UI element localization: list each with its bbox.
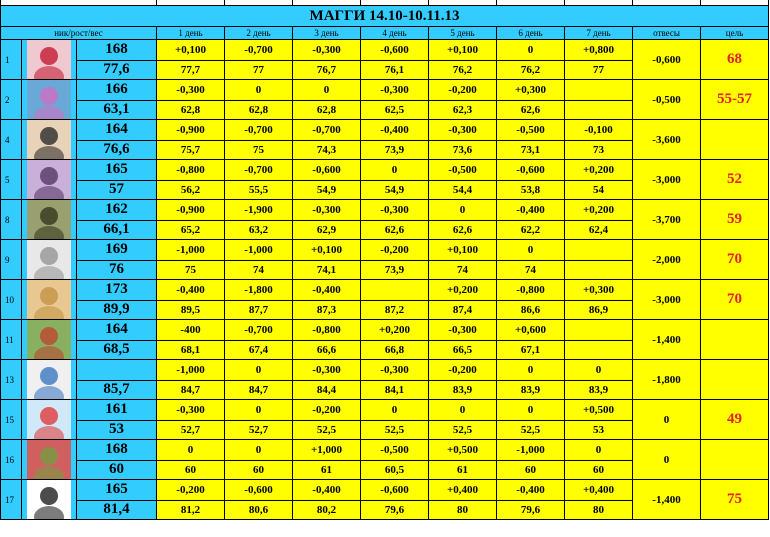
daily-change-cell: +0,800 [565, 40, 633, 61]
goal-cell: 55-57 [701, 80, 769, 120]
daily-weight-cell: 89,5 [157, 300, 225, 320]
start-weight-cell: 57 [77, 180, 157, 200]
daily-change-cell: -1,000 [497, 440, 565, 461]
height-cell: 166 [77, 80, 157, 101]
dark-hair-avatar [22, 160, 77, 200]
height-cell: 164 [77, 320, 157, 341]
daily-change-cell: -0,800 [157, 160, 225, 181]
daily-weight-cell: 60 [225, 460, 293, 480]
participant-row [1, 40, 769, 61]
cherry-avatar [22, 40, 77, 80]
daily-weight-cell: 87,7 [225, 300, 293, 320]
red-hair-avatar [22, 320, 77, 360]
start-weight-cell: 68,5 [77, 340, 157, 360]
daily-weight-cell: 74 [225, 260, 293, 280]
daily-weight-cell: 66,8 [361, 340, 429, 360]
daily-change-cell: 0 [429, 400, 497, 421]
participant-row [1, 320, 769, 341]
daily-weight-cell: 76,2 [497, 60, 565, 80]
daily-change-cell: 0 [497, 400, 565, 421]
daily-weight-cell: 65,2 [157, 220, 225, 240]
daily-weight-cell: 61 [429, 460, 497, 480]
total-loss-cell: -1,400 [633, 480, 701, 520]
dark-photo-avatar-image [27, 200, 71, 239]
row-number: 16 [1, 440, 22, 480]
daily-change-cell: -0,200 [293, 400, 361, 421]
daily-weight-cell: 67,1 [497, 340, 565, 360]
daily-change-cell: 0 [429, 200, 497, 221]
daily-change-cell: -0,100 [565, 120, 633, 141]
snow-avatar-image [27, 400, 71, 439]
header-day-6: 6 день [497, 27, 565, 40]
butterfly-avatar-image [27, 80, 71, 119]
daily-weight-cell: 54 [565, 180, 633, 200]
goal-cell: 68 [701, 40, 769, 80]
daily-weight-cell: 52,7 [225, 420, 293, 440]
daily-change-cell: +0,300 [497, 80, 565, 101]
snow-avatar [22, 400, 77, 440]
goal-cell [701, 440, 769, 480]
daily-weight-cell: 74,1 [293, 260, 361, 280]
daily-change-cell [361, 280, 429, 301]
daily-change-cell [565, 80, 633, 101]
daily-weight-cell: 62,9 [293, 220, 361, 240]
height-cell: 165 [77, 160, 157, 181]
table-title: МАГГИ 14.10-10.11.13 [1, 6, 769, 27]
daily-change-cell: +0,500 [429, 440, 497, 461]
daily-change-cell: -1,000 [157, 240, 225, 261]
daily-weight-cell: 52,5 [429, 420, 497, 440]
daily-change-cell: -0,900 [157, 120, 225, 141]
daily-weight-cell: 81,2 [157, 500, 225, 520]
daily-weight-cell: 54,9 [361, 180, 429, 200]
daily-weight-cell: 52,5 [293, 420, 361, 440]
daily-weight-cell: 87,2 [361, 300, 429, 320]
goal-cell: 49 [701, 400, 769, 440]
daily-change-cell: -0,300 [157, 400, 225, 421]
daily-change-cell: -0,700 [225, 320, 293, 341]
cartoon-avatar [22, 480, 77, 520]
total-loss-cell: -0,500 [633, 80, 701, 120]
daily-change-cell: -0,800 [497, 280, 565, 301]
height-cell: 168 [77, 40, 157, 61]
daily-change-cell: +0,200 [361, 320, 429, 341]
dark-hair-avatar-image [27, 160, 71, 199]
daily-change-cell [565, 320, 633, 341]
participant-row [1, 80, 769, 101]
daily-change-cell: +0,400 [565, 480, 633, 501]
daily-change-cell: +0,400 [429, 480, 497, 501]
participant-row [1, 280, 769, 301]
row-number: 10 [1, 280, 22, 320]
daily-weight-cell: 75,7 [157, 140, 225, 160]
daily-change-cell: 0 [497, 360, 565, 381]
daily-change-cell: -0,600 [293, 160, 361, 181]
daily-weight-cell: 77,7 [157, 60, 225, 80]
daily-weight-cell: 86,6 [497, 300, 565, 320]
daily-change-cell: -0,400 [157, 280, 225, 301]
daily-change-cell: 0 [157, 440, 225, 461]
daily-weight-cell: 76,1 [361, 60, 429, 80]
daily-weight-cell: 66,5 [429, 340, 497, 360]
daily-change-cell: 0 [293, 80, 361, 101]
goal-cell [701, 120, 769, 160]
daily-change-cell: +0,100 [429, 40, 497, 61]
daily-weight-cell: 55,5 [225, 180, 293, 200]
daily-change-cell: +0,600 [497, 320, 565, 341]
daily-change-cell: +0,200 [429, 280, 497, 301]
start-weight-cell: 76,6 [77, 140, 157, 160]
daily-change-cell: 0 [361, 160, 429, 181]
daily-change-cell: -0,400 [497, 480, 565, 501]
goal-cell: 75 [701, 480, 769, 520]
daily-weight-cell: 86,9 [565, 300, 633, 320]
daily-weight-cell: 84,4 [293, 380, 361, 400]
daily-change-cell: -1,900 [225, 200, 293, 221]
daily-weight-cell: 60,5 [361, 460, 429, 480]
daily-change-cell: -0,500 [361, 440, 429, 461]
daily-change-cell: +1,000 [293, 440, 361, 461]
butterfly-avatar [22, 80, 77, 120]
daily-weight-cell: 67,4 [225, 340, 293, 360]
start-weight-cell: 77,6 [77, 60, 157, 80]
daily-weight-cell: 75 [157, 260, 225, 280]
participant-row [1, 440, 769, 461]
daily-change-cell: +0,300 [565, 280, 633, 301]
header-day-2: 2 день [225, 27, 293, 40]
row-number: 11 [1, 320, 22, 360]
daily-weight-cell: 77 [565, 60, 633, 80]
grey-avatar-image [27, 240, 71, 279]
start-weight-cell: 63,1 [77, 100, 157, 120]
daily-weight-cell: 60 [157, 460, 225, 480]
total-loss-cell: -3,600 [633, 120, 701, 160]
daily-change-cell: -0,400 [497, 200, 565, 221]
flowers-avatar [22, 440, 77, 480]
daily-change-cell: 0 [497, 40, 565, 61]
daily-weight-cell: 75 [225, 140, 293, 160]
daily-change-cell: -0,200 [429, 80, 497, 101]
daily-weight-cell: 54,4 [429, 180, 497, 200]
row-number: 9 [1, 240, 22, 280]
red-hair-avatar-image [27, 320, 71, 359]
blonde-avatar [22, 280, 77, 320]
daily-weight-cell: 53 [565, 420, 633, 440]
daily-change-cell: -0,400 [293, 280, 361, 301]
total-loss-cell: -1,800 [633, 360, 701, 400]
row-number: 1 [1, 40, 22, 80]
daily-weight-cell: 62,6 [361, 220, 429, 240]
colorful-avatar [22, 360, 77, 400]
daily-weight-cell: 83,9 [497, 380, 565, 400]
daily-weight-cell: 87,4 [429, 300, 497, 320]
daily-change-cell: -0,300 [429, 320, 497, 341]
daily-change-cell: -0,400 [361, 120, 429, 141]
header-day-5: 5 день [429, 27, 497, 40]
header-day-3: 3 день [293, 27, 361, 40]
row-number: 13 [1, 360, 22, 400]
daily-weight-cell: 52,7 [157, 420, 225, 440]
daily-weight-cell: 80,2 [293, 500, 361, 520]
daily-change-cell: -0,300 [361, 200, 429, 221]
daily-change-cell: -0,300 [293, 40, 361, 61]
daily-change-cell: -0,300 [293, 200, 361, 221]
height-cell: 168 [77, 440, 157, 461]
grey-avatar [22, 240, 77, 280]
daily-weight-cell: 63,2 [225, 220, 293, 240]
daily-weight-cell: 80 [565, 500, 633, 520]
daily-change-cell: 0 [565, 360, 633, 381]
header-day-1: 1 день [157, 27, 225, 40]
daily-change-cell: -1,000 [225, 240, 293, 261]
daily-weight-cell: 83,9 [565, 380, 633, 400]
daily-change-cell: 0 [225, 440, 293, 461]
goal-cell: 70 [701, 280, 769, 320]
daily-change-cell: -0,600 [497, 160, 565, 181]
header-day-4: 4 день [361, 27, 429, 40]
daily-change-cell: +0,100 [429, 240, 497, 261]
daily-change-cell: 0 [225, 400, 293, 421]
daily-weight-cell: 74 [429, 260, 497, 280]
total-loss-cell: -3,700 [633, 200, 701, 240]
daily-weight-cell: 73,9 [361, 260, 429, 280]
daily-weight-cell: 62,5 [361, 100, 429, 120]
goal-cell: 59 [701, 200, 769, 240]
cherry-avatar-image [27, 40, 71, 79]
daily-weight-cell: 76,7 [293, 60, 361, 80]
daily-change-cell: -0,400 [293, 480, 361, 501]
daily-weight-cell: 62,8 [225, 100, 293, 120]
total-loss-cell: -0,600 [633, 40, 701, 80]
row-number: 15 [1, 400, 22, 440]
daily-change-cell: 0 [225, 80, 293, 101]
daily-weight-cell: 62,4 [565, 220, 633, 240]
daily-weight-cell: 62,6 [429, 220, 497, 240]
height-cell: 173 [77, 280, 157, 301]
goal-cell: 52 [701, 160, 769, 200]
daily-change-cell: +0,100 [157, 40, 225, 61]
participant-row [1, 160, 769, 181]
daily-weight-cell: 73,1 [497, 140, 565, 160]
row-number: 2 [1, 80, 22, 120]
daily-weight-cell: 74 [497, 260, 565, 280]
cartoon-avatar-image [27, 480, 71, 519]
daily-weight-cell: 79,6 [497, 500, 565, 520]
participant-row [1, 360, 769, 381]
daily-change-cell: -0,300 [293, 360, 361, 381]
participant-row [1, 480, 769, 501]
daily-weight-cell: 83,9 [429, 380, 497, 400]
total-loss-cell: -3,000 [633, 280, 701, 320]
colorful-avatar-image [27, 360, 71, 399]
goal-cell [701, 360, 769, 400]
height-cell: 169 [77, 240, 157, 261]
daily-weight-cell [565, 340, 633, 360]
daily-weight-cell: 61 [293, 460, 361, 480]
start-weight-cell: 85,7 [77, 380, 157, 400]
daily-weight-cell: 52,5 [361, 420, 429, 440]
sunglasses-avatar [22, 120, 77, 160]
daily-change-cell: -0,600 [361, 480, 429, 501]
daily-change-cell: 0 [361, 400, 429, 421]
participant-row [1, 200, 769, 221]
total-loss-cell: -3,000 [633, 160, 701, 200]
height-cell: 165 [77, 480, 157, 501]
height-cell [77, 360, 157, 381]
row-number: 17 [1, 480, 22, 520]
daily-change-cell [565, 240, 633, 261]
daily-change-cell: +0,100 [293, 240, 361, 261]
daily-change-cell: -1,000 [157, 360, 225, 381]
total-loss-cell: -2,000 [633, 240, 701, 280]
daily-change-cell: -0,500 [497, 120, 565, 141]
daily-weight-cell: 84,1 [361, 380, 429, 400]
daily-change-cell: -0,700 [293, 120, 361, 141]
blonde-avatar-image [27, 280, 71, 319]
participant-row [1, 120, 769, 141]
total-loss-cell: 0 [633, 440, 701, 480]
daily-change-cell: -0,300 [157, 80, 225, 101]
daily-change-cell: 0 [497, 240, 565, 261]
daily-weight-cell: 79,6 [361, 500, 429, 520]
row-number: 5 [1, 160, 22, 200]
row-number: 4 [1, 120, 22, 160]
daily-change-cell: -0,500 [429, 160, 497, 181]
goal-cell: 70 [701, 240, 769, 280]
total-loss-cell: -1,400 [633, 320, 701, 360]
daily-change-cell: -400 [157, 320, 225, 341]
goal-cell [701, 320, 769, 360]
daily-weight-cell: 80,6 [225, 500, 293, 520]
daily-change-cell: +0,200 [565, 200, 633, 221]
daily-change-cell: -0,700 [225, 120, 293, 141]
header-row [1, 27, 769, 40]
daily-change-cell: -1,800 [225, 280, 293, 301]
daily-change-cell: -0,700 [225, 160, 293, 181]
height-cell: 161 [77, 400, 157, 421]
daily-weight-cell: 66,6 [293, 340, 361, 360]
daily-weight-cell: 77 [225, 60, 293, 80]
daily-weight-cell [565, 100, 633, 120]
start-weight-cell: 66,1 [77, 220, 157, 240]
daily-weight-cell: 76,2 [429, 60, 497, 80]
daily-weight-cell: 53,8 [497, 180, 565, 200]
daily-weight-cell: 62,3 [429, 100, 497, 120]
header-goal: цель [701, 27, 769, 40]
daily-change-cell: -0,200 [157, 480, 225, 501]
participant-row [1, 240, 769, 261]
sunglasses-avatar-image [27, 120, 71, 159]
daily-weight-cell: 62,6 [497, 100, 565, 120]
daily-change-cell: 0 [225, 360, 293, 381]
daily-weight-cell: 68,1 [157, 340, 225, 360]
daily-change-cell: -0,200 [429, 360, 497, 381]
daily-change-cell: -0,900 [157, 200, 225, 221]
daily-weight-cell: 54,9 [293, 180, 361, 200]
daily-change-cell: -0,800 [293, 320, 361, 341]
start-weight-cell: 76 [77, 260, 157, 280]
daily-weight-cell [565, 260, 633, 280]
daily-change-cell: -0,200 [361, 240, 429, 261]
start-weight-cell: 81,4 [77, 500, 157, 520]
height-cell: 164 [77, 120, 157, 141]
header-loss: отвесы [633, 27, 701, 40]
header-nick: ник/рост/вес [1, 27, 157, 40]
daily-weight-cell: 84,7 [225, 380, 293, 400]
daily-weight-cell: 62,2 [497, 220, 565, 240]
daily-weight-cell: 62,8 [293, 100, 361, 120]
daily-weight-cell: 62,8 [157, 100, 225, 120]
daily-change-cell: -0,300 [361, 80, 429, 101]
daily-weight-cell: 73,9 [361, 140, 429, 160]
daily-change-cell: -0,300 [361, 360, 429, 381]
daily-change-cell: 0 [565, 440, 633, 461]
height-cell: 162 [77, 200, 157, 221]
daily-change-cell: +0,500 [565, 400, 633, 421]
daily-change-cell: -0,700 [225, 40, 293, 61]
daily-weight-cell: 80 [429, 500, 497, 520]
row-number: 8 [1, 200, 22, 240]
daily-weight-cell: 84,7 [157, 380, 225, 400]
flowers-avatar-image [27, 440, 71, 479]
daily-weight-cell: 74,3 [293, 140, 361, 160]
daily-change-cell: -0,600 [225, 480, 293, 501]
participant-row [1, 400, 769, 421]
header-day-7: 7 день [565, 27, 633, 40]
dark-photo-avatar [22, 200, 77, 240]
total-loss-cell: 0 [633, 400, 701, 440]
daily-weight-cell: 56,2 [157, 180, 225, 200]
daily-weight-cell: 60 [565, 460, 633, 480]
daily-weight-cell: 87,3 [293, 300, 361, 320]
daily-change-cell: -0,600 [361, 40, 429, 61]
start-weight-cell: 60 [77, 460, 157, 480]
daily-change-cell: -0,300 [429, 120, 497, 141]
daily-weight-cell: 60 [497, 460, 565, 480]
daily-change-cell: +0,200 [565, 160, 633, 181]
start-weight-cell: 53 [77, 420, 157, 440]
start-weight-cell: 89,9 [77, 300, 157, 320]
daily-weight-cell: 73,6 [429, 140, 497, 160]
daily-weight-cell: 73 [565, 140, 633, 160]
daily-weight-cell: 52,5 [497, 420, 565, 440]
